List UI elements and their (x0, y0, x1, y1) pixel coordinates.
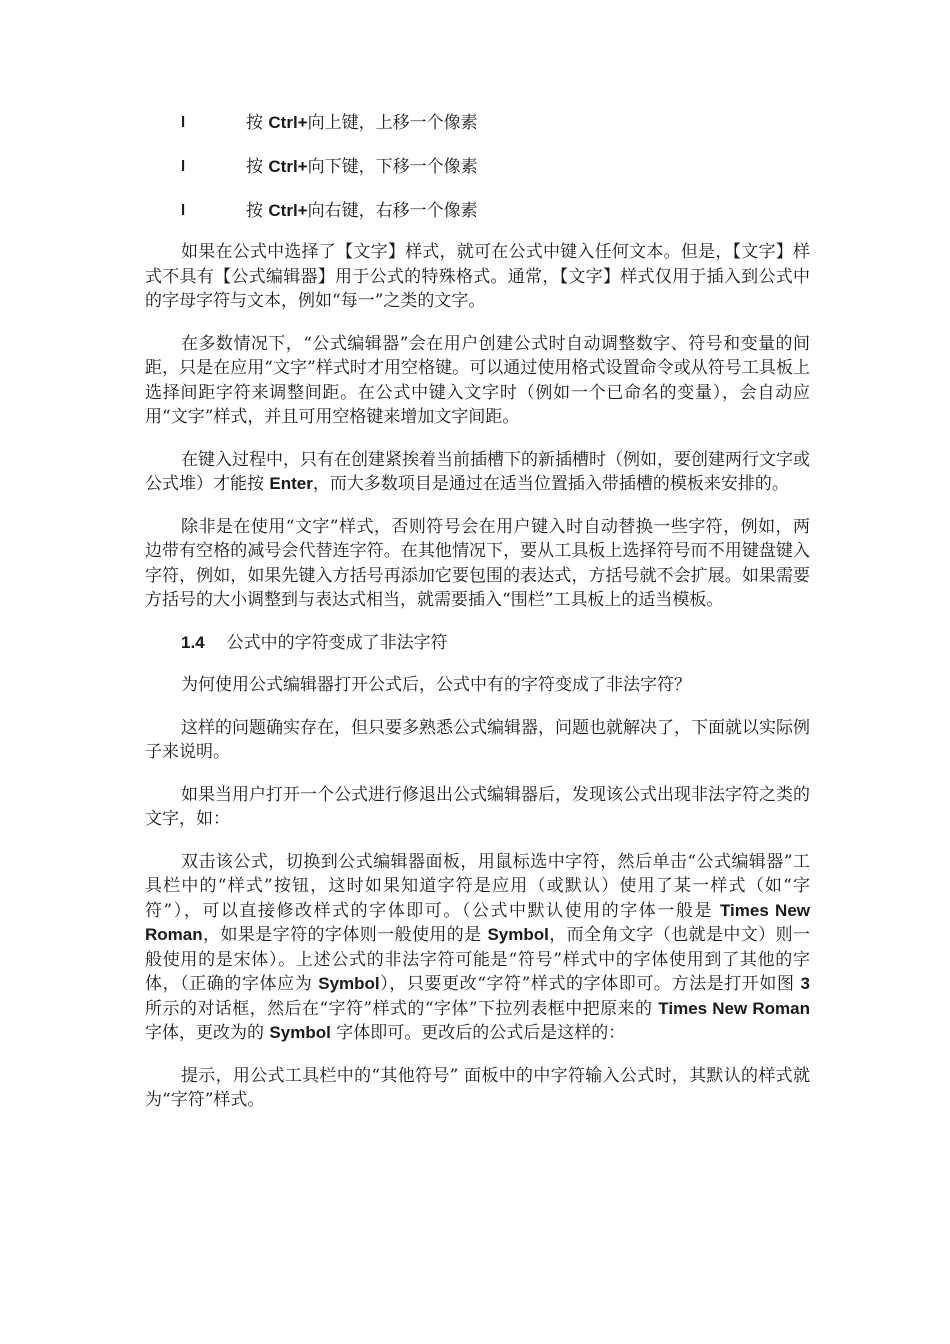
section-number: 1.4 (181, 632, 205, 652)
paragraph-example: 如果当用户打开一个公式进行修退出公式编辑器后，发现该公式出现非法字符之类的文字，如： (145, 784, 810, 829)
document-page (145, 112, 810, 1131)
paragraph-text-style: 如果在公式中选择了【文字】样式，就可在公式中键入任何文本。但是，【文字】样式不具有【公式编辑器】用于公式的特殊格式。通常，【文字】样式仅用于插入到公式中的字母字符与文本，例如“每一”之类的文字。 (145, 242, 810, 311)
list-item (145, 112, 810, 134)
list-item-text: 按 Ctrl+向下键，下移一个像素 (246, 157, 478, 177)
list-item-text: 按 Ctrl+向上键，上移一个像素 (246, 113, 478, 133)
paragraph-question: 为何使用公式编辑器打开公式后，公式中有的字符变成了非法字符？ (181, 675, 691, 695)
section-heading (145, 631, 810, 656)
paragraph-tip: 提示，用公式工具栏中的“其他符号” 面板中的中字符输入公式时，其默认的样式就为“字符”样式。 (145, 1065, 810, 1110)
section-title: 公式中的字符变成了非法字符 (226, 632, 448, 653)
list-item (145, 156, 810, 178)
bullet-mark: l (181, 158, 186, 175)
paragraph-fix-steps: 双击该公式，切换到公式编辑器面板，用鼠标选中字符，然后单击“公式编辑器”工具栏中的“样式”按钮，这时如果知道字符是应用（或默认）使用了某一样式（如“字符”），可以直接修改样式的字体即可。（公式中默认使用的字体一般是 Times New Roman，如果是字符的字体则一般使用的是 Symbol，而全角文字（也就是中文）则一般使用的是宋体）。上述公式的非法字符可能是“符号”样式中的字体使用到了其他的字体，（正确的字体应为 Symbol），只要更改“字符”样式的字体即可。方法是打开如图 3 所示的对话框，然后在“字符”样式的“字体”下拉列表框中把原来的 Times New Roman 字体，更改为的 Symbol 字体即可。更改后的公式后是这样的： (145, 851, 811, 1043)
paragraph-spacing: 在多数情况下，“公式编辑器”会在用户创建公式时自动调整数字、符号和变量的间距，只是在应用“文字”样式时才用空格键。可以通过使用格式设置命令或从符号工具板上选择间距字符来调整间距。在公式中键入文字时（例如一个已命名的变量），会自动应用“文字”样式，并且可用空格键来增加文字间距。 (145, 333, 810, 427)
bullet-mark: l (181, 202, 186, 219)
bullet-mark: l (181, 114, 186, 131)
paragraph-enter-key: 在键入过程中，只有在创建紧挨着当前插槽下的新插槽时（例如，要创建两行文字或公式堆）才能按 Enter，而大多数项目是通过在适当位置插入带插槽的模板来安排的。 (145, 449, 810, 494)
list-item (145, 200, 810, 222)
paragraph-symbol-replace: 除非是在使用“文字”样式，否则符号会在用户键入时自动替换一些字符，例如，两边带有空格的减号会代替连字符。在其他情况下，要从工具板上选择符号而不用键盘键入字符，例如，如果先键入方括号再添加它要包围的表达式，方括号就不会扩展。如果需要方括号的大小调整到与表达式相当，就需要插入“围栏”工具板上的适当模板。 (145, 516, 810, 610)
list-item-text: 按 Ctrl+向右键，右移一个像素 (246, 201, 478, 221)
paragraph-answer-intro: 这样的问题确实存在，但只要多熟悉公式编辑器，问题也就解决了，下面就以实际例子来说明。 (145, 717, 810, 762)
